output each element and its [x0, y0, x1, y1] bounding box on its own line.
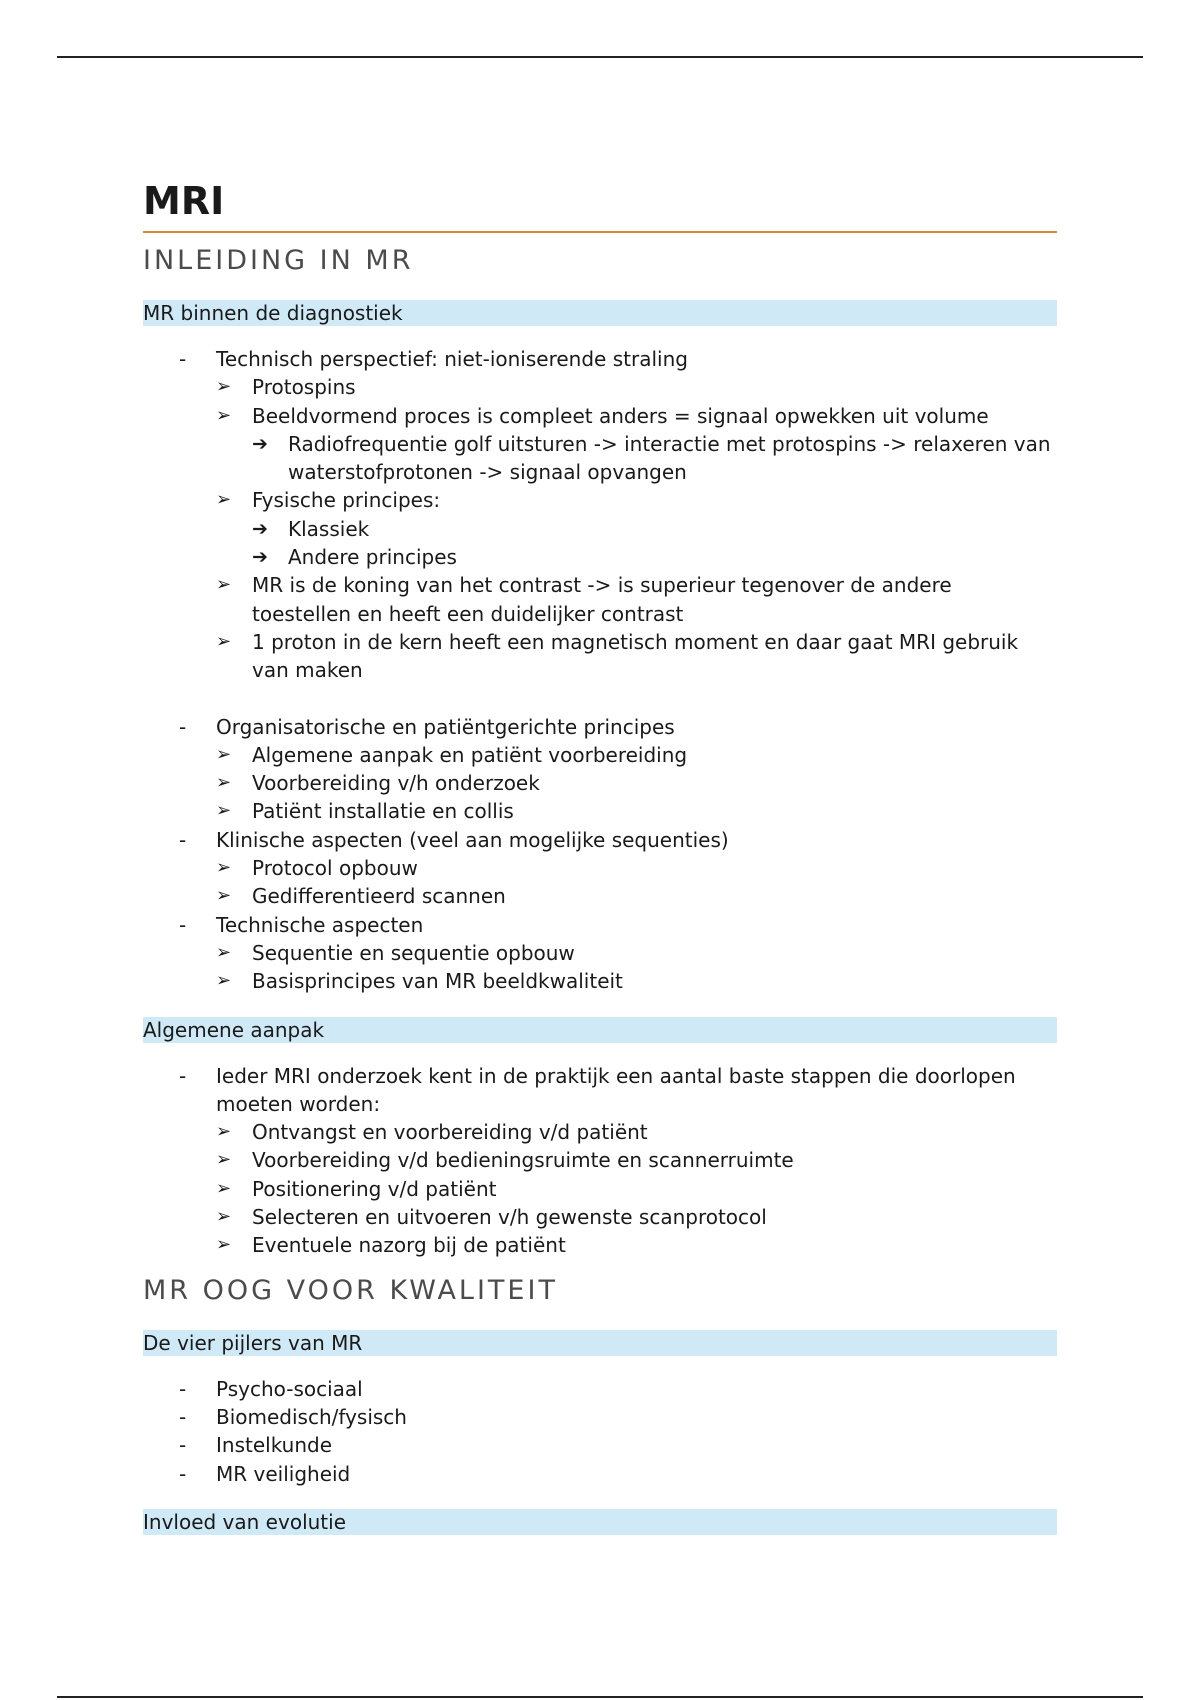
- list-item-text: Ontvangst en voorbereiding v/d patiënt: [252, 1120, 648, 1145]
- arrowhead-bullet-icon: ➢: [216, 376, 232, 398]
- footer-rule: [57, 1696, 1143, 1698]
- arrowhead-bullet-icon: ➢: [216, 1121, 232, 1143]
- list-item: [143, 1431, 1057, 1459]
- sub-sub-list: [252, 515, 1057, 572]
- list-item-text: Fysische principes:: [252, 488, 441, 513]
- list-item-text: Basisprincipes van MR beeldkwaliteit: [252, 969, 623, 994]
- list-item: [252, 543, 1057, 571]
- dash-bullet-icon: -: [179, 1461, 187, 1486]
- list-item: [143, 713, 1057, 826]
- bullet-list: [143, 1062, 1057, 1260]
- dash-bullet-icon: -: [179, 827, 187, 852]
- list-item-text: Andere principes: [288, 545, 457, 570]
- list-item-text: Technische aspecten: [216, 912, 424, 937]
- arrowhead-bullet-icon: ➢: [216, 404, 232, 426]
- list-item-text: Klinische aspecten (veel aan mogelijke sequenties): [216, 827, 729, 852]
- dash-bullet-icon: -: [179, 1433, 187, 1458]
- list-item-text: Technisch perspectief: niet-ioniserende straling: [216, 347, 688, 371]
- arrowhead-bullet-icon: ➢: [216, 885, 232, 907]
- list-item-text: Psycho-sociaal: [216, 1376, 363, 1401]
- arrowhead-bullet-icon: ➢: [216, 743, 232, 765]
- arrow-bullet-icon: ➔: [252, 546, 268, 569]
- document-title: MRI: [143, 178, 1057, 233]
- list-item: [216, 486, 1057, 571]
- list-item: [216, 1146, 1057, 1174]
- list-item-text: MR veiligheid: [216, 1461, 351, 1486]
- section-heading: MR OOG VOOR KWALITEIT: [143, 1274, 558, 1306]
- sub-sub-list: [252, 430, 1057, 487]
- list-item-text: Selecteren en uitvoeren v/h gewenste scanprotocol: [252, 1205, 767, 1230]
- list-item-text: Eventuele nazorg bij de patiënt: [252, 1233, 566, 1258]
- list-item-text: 1 proton in de kern heeft een magnetisch moment en daar gaat MRI gebruik van maken: [252, 629, 1019, 683]
- arrow-bullet-icon: ➔: [252, 517, 268, 540]
- list-item: [252, 430, 1057, 487]
- document-body: [143, 178, 1057, 1535]
- dash-bullet-icon: -: [179, 1404, 187, 1429]
- list-item: [216, 854, 1057, 882]
- list-item-text: Voorbereiding v/h onderzoek: [252, 771, 540, 796]
- list-item-text: Patiënt installatie en collis: [252, 799, 514, 824]
- sub-list: [216, 1118, 1057, 1259]
- dash-bullet-icon: -: [179, 714, 187, 739]
- list-item-text: Beeldvormend proces is compleet anders = signaal opwekken uit volume: [252, 403, 989, 428]
- list-item: [143, 1403, 1057, 1431]
- dash-bullet-icon: -: [179, 912, 187, 937]
- list-item-text: Algemene aanpak en patiënt voorbereiding: [252, 742, 688, 767]
- arrowhead-bullet-icon: ➢: [216, 1206, 232, 1228]
- list-item: [216, 939, 1057, 967]
- list-item-text: Ieder MRI onderzoek kent in de praktijk een aantal baste stappen die doorlopen moeten worden:: [216, 1063, 1016, 1116]
- arrowhead-bullet-icon: ➢: [216, 630, 232, 652]
- list-item: [143, 911, 1057, 996]
- list-item: [216, 967, 1057, 995]
- arrowhead-bullet-icon: ➢: [216, 1177, 232, 1199]
- list-item: [216, 1203, 1057, 1231]
- subsection-heading: De vier pijlers van MR: [143, 1330, 1057, 1356]
- list-item-text: Protospins: [252, 375, 356, 400]
- list-item: [216, 571, 1057, 628]
- arrowhead-bullet-icon: ➢: [216, 772, 232, 794]
- list-item: [216, 402, 1057, 487]
- list-item: [143, 826, 1057, 911]
- arrowhead-bullet-icon: ➢: [216, 857, 232, 879]
- arrowhead-bullet-icon: ➢: [216, 574, 232, 596]
- sub-list: [216, 939, 1057, 996]
- list-item: [143, 1062, 1057, 1260]
- arrowhead-bullet-icon: ➢: [216, 1234, 232, 1256]
- header-rule: [57, 56, 1143, 58]
- list-item-text: Instelkunde: [216, 1433, 333, 1458]
- list-item-text: Protocol opbouw: [252, 856, 418, 881]
- list-item: [143, 1460, 1057, 1488]
- list-item-text: Sequentie en sequentie opbouw: [252, 940, 575, 965]
- subsection-heading: Invloed van evolutie: [143, 1509, 1057, 1535]
- sub-list: [216, 741, 1057, 826]
- bullet-list: [143, 1375, 1057, 1488]
- arrowhead-bullet-icon: ➢: [216, 941, 232, 963]
- list-item: [216, 1231, 1057, 1259]
- arrowhead-bullet-icon: ➢: [216, 800, 232, 822]
- sub-list: [216, 373, 1057, 684]
- subsection-heading: MR binnen de diagnostiek: [143, 300, 1057, 326]
- section-heading: INLEIDING IN MR: [143, 245, 414, 276]
- dash-bullet-icon: -: [179, 347, 187, 371]
- list-item-text: Klassiek: [288, 516, 370, 541]
- list-item: [252, 515, 1057, 543]
- arrowhead-bullet-icon: ➢: [216, 489, 232, 511]
- list-item: [216, 797, 1057, 825]
- list-item-text: Positionering v/d patiënt: [252, 1176, 497, 1201]
- dash-bullet-icon: -: [179, 1063, 187, 1088]
- list-item-text: Biomedisch/fysisch: [216, 1404, 407, 1429]
- arrowhead-bullet-icon: ➢: [216, 970, 232, 992]
- list-item: [216, 741, 1057, 769]
- list-item: [216, 1118, 1057, 1146]
- arrowhead-bullet-icon: ➢: [216, 1149, 232, 1171]
- list-item-text: MR is de koning van het contrast -> is superieur tegenover de andere toestellen en heeft een duidelijker contrast: [252, 573, 952, 626]
- list-item-text: Gedifferentieerd scannen: [252, 884, 506, 909]
- bullet-list: [143, 345, 1057, 996]
- list-item-text: Radiofrequentie golf uitsturen -> interactie met protospins -> relaxeren van waterstofprotonen -> signaal opvangen: [288, 431, 1051, 485]
- list-item: [216, 1175, 1057, 1203]
- list-item-text: Voorbereiding v/d bedieningsruimte en scannerruimte: [252, 1148, 794, 1173]
- arrow-bullet-icon: ➔: [252, 432, 268, 455]
- list-item: [143, 345, 1057, 685]
- list-item-text: Organisatorische en patiëntgerichte principes: [216, 714, 675, 739]
- sub-list: [216, 854, 1057, 911]
- list-item: [216, 882, 1057, 910]
- subsection-heading: Algemene aanpak: [143, 1017, 1057, 1043]
- dash-bullet-icon: -: [179, 1376, 187, 1401]
- list-item: [143, 1375, 1057, 1403]
- list-item: [216, 373, 1057, 401]
- list-item: [216, 769, 1057, 797]
- list-item: [216, 628, 1057, 685]
